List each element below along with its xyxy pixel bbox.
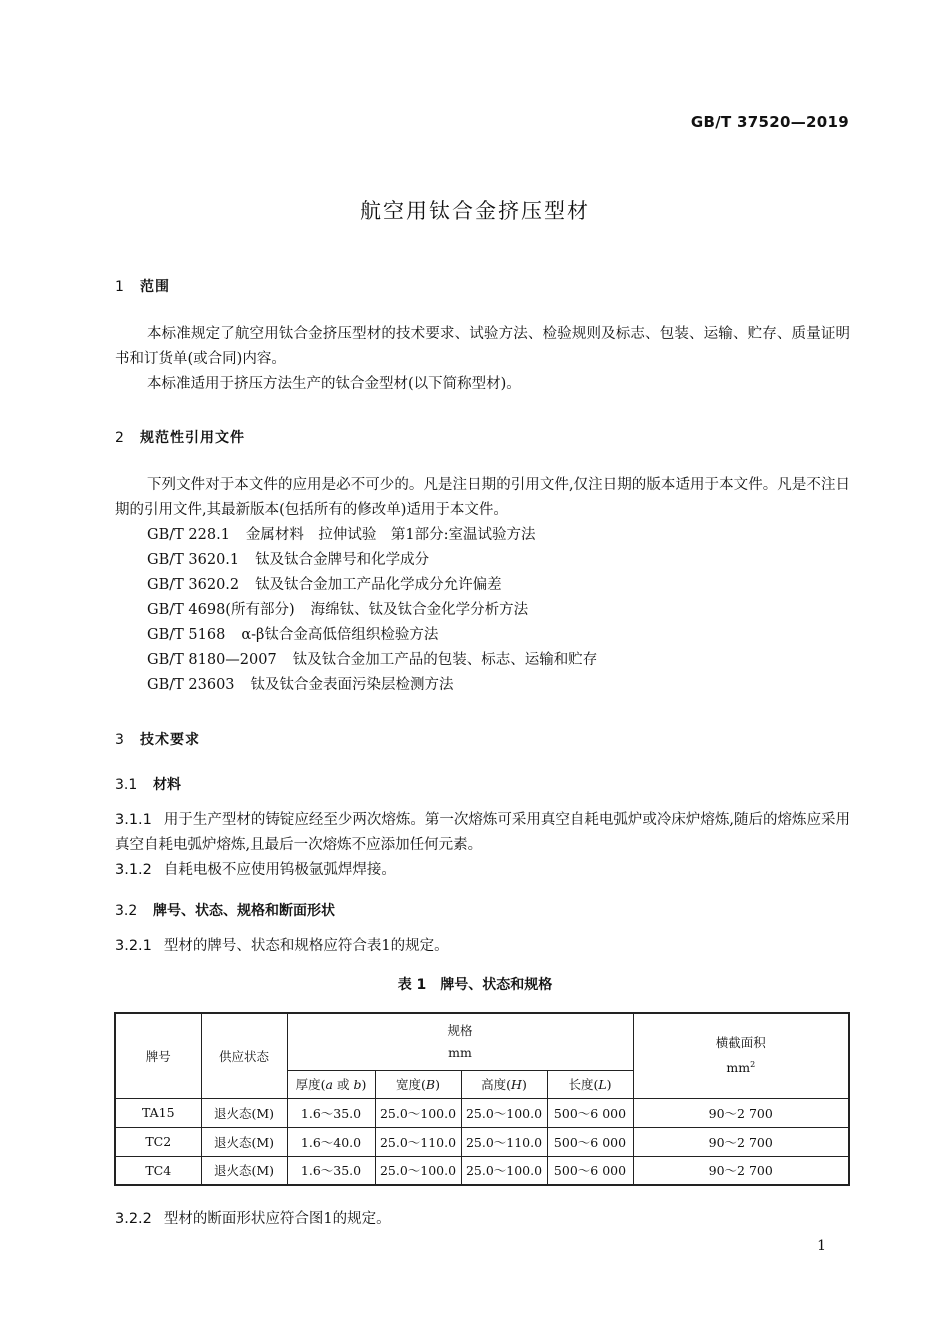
section-title: 范围 xyxy=(140,279,170,295)
reference-item xyxy=(147,523,536,548)
reference-code: GB/T 5168 xyxy=(147,627,226,643)
subsection-3-2-heading xyxy=(115,900,335,920)
cell-length: 500～6 000 xyxy=(547,1127,633,1156)
scope-paragraph-2: 本标准适用于挤压方法生产的钛合金型材(以下简称型材)。 xyxy=(147,376,521,392)
clause-3-2-1 xyxy=(115,934,850,959)
thickness-label: 厚度( xyxy=(295,1077,326,1092)
reference-code: GB/T 3620.2 xyxy=(147,577,240,593)
section-number: 1 xyxy=(115,279,125,295)
cell-grade: TC4 xyxy=(115,1156,201,1185)
area-unit-superscript: 2 xyxy=(750,1060,756,1070)
thickness-close: ) xyxy=(361,1077,367,1092)
reference-item xyxy=(147,598,528,623)
header-spec xyxy=(287,1013,633,1070)
length-close: ) xyxy=(606,1077,612,1092)
reference-name: 海绵钛、钛及钛合金化学分析方法 xyxy=(310,602,529,618)
header-spec-unit: mm xyxy=(448,1044,472,1060)
section-1-heading xyxy=(115,276,170,296)
cell-area: 90～2 700 xyxy=(633,1156,849,1185)
cell-state: 退火态(M) xyxy=(201,1098,287,1127)
cell-length: 500～6 000 xyxy=(547,1098,633,1127)
cell-width: 25.0～110.0 xyxy=(375,1127,461,1156)
standard-number: GB/T 37520—2019 xyxy=(690,113,849,131)
area-unit-text: mm xyxy=(726,1060,751,1076)
reference-item xyxy=(147,673,454,698)
cell-thickness: 1.6～35.0 xyxy=(287,1098,375,1127)
document-title: 航空用钛合金挤压型材 xyxy=(360,199,590,223)
clause-number: 3.1.2 xyxy=(115,862,152,878)
thickness-var-a: a xyxy=(325,1077,333,1092)
clause-3-2-2 xyxy=(115,1207,850,1232)
cell-length: 500～6 000 xyxy=(547,1156,633,1185)
header-area-unit xyxy=(634,1054,849,1079)
header-thickness xyxy=(287,1070,375,1098)
width-label: 宽度( xyxy=(396,1077,426,1092)
section-3-heading xyxy=(115,729,200,749)
header-width xyxy=(375,1070,461,1098)
clause-number: 3.2.1 xyxy=(115,938,152,954)
table-number: 表 1 xyxy=(397,977,427,993)
table-header-row xyxy=(115,1013,849,1070)
subsection-number: 3.1 xyxy=(115,777,138,793)
scope-paragraph-1: 本标准规定了航空用钛合金挤压型材的技术要求、试验方法、检验规则及标志、包装、运输、贮存、质量证明书和订货单(或合同)内容。 xyxy=(115,326,850,367)
cell-width: 25.0～100.0 xyxy=(375,1098,461,1127)
reference-name: 钛及钛合金牌号和化学成分 xyxy=(255,552,430,568)
length-label: 长度( xyxy=(568,1077,599,1092)
clause-3-1-2 xyxy=(115,858,850,883)
reference-name: α-β钛合金高低倍组织检验方法 xyxy=(241,627,439,643)
clause-text: 型材的牌号、状态和规格应符合表1的规定。 xyxy=(163,938,449,954)
header-state: 供应状态 xyxy=(201,1013,287,1098)
reference-code: GB/T 228.1 xyxy=(147,527,230,543)
section-2-heading xyxy=(115,427,245,447)
width-var: B xyxy=(425,1077,436,1092)
header-grade: 牌号 xyxy=(115,1013,201,1098)
page-number: 1 xyxy=(817,1238,826,1254)
thickness-var-b: b xyxy=(353,1077,362,1092)
thickness-or: 或 xyxy=(332,1077,354,1092)
table-1-caption xyxy=(0,974,950,994)
cell-grade: TC2 xyxy=(115,1127,201,1156)
height-close: ) xyxy=(521,1077,527,1092)
reference-code: GB/T 4698(所有部分) xyxy=(147,602,295,618)
reference-code: GB/T 23603 xyxy=(147,677,235,693)
cell-height: 25.0～110.0 xyxy=(461,1127,547,1156)
subsection-title: 牌号、状态、规格和断面形状 xyxy=(153,903,335,919)
header-spec-label: 规格 xyxy=(447,1022,473,1038)
clause-number: 3.1.1 xyxy=(115,812,152,828)
table-title: 牌号、状态和规格 xyxy=(440,977,553,993)
reference-item xyxy=(147,573,502,598)
section-title: 技术要求 xyxy=(140,732,200,748)
table-1 xyxy=(114,1012,850,1186)
cell-state: 退火态(M) xyxy=(201,1156,287,1185)
clause-text: 自耗电极不应使用钨极氩弧焊焊接。 xyxy=(163,862,396,878)
height-label: 高度( xyxy=(481,1077,512,1092)
cell-area: 90～2 700 xyxy=(633,1098,849,1127)
section-number: 2 xyxy=(115,430,125,446)
header-area-label: 横截面积 xyxy=(715,1035,766,1051)
section-number: 3 xyxy=(115,732,125,748)
reference-code: GB/T 8180—2007 xyxy=(147,652,277,668)
header-height xyxy=(461,1070,547,1098)
cell-state: 退火态(M) xyxy=(201,1127,287,1156)
table-row xyxy=(115,1156,849,1185)
reference-code: GB/T 3620.1 xyxy=(147,552,240,568)
clause-text: 用于生产型材的铸锭应经至少两次熔炼。第一次熔炼可采用真空自耗电弧炉或冷床炉熔炼,随后的熔炼应采用真空自耗电弧炉熔炼,且最后一次熔炼不应添加任何元素。 xyxy=(115,812,851,853)
reference-item xyxy=(147,648,597,673)
table-row xyxy=(115,1127,849,1156)
clause-3-1-1 xyxy=(115,808,850,858)
cell-thickness: 1.6～40.0 xyxy=(287,1127,375,1156)
section-title: 规范性引用文件 xyxy=(140,430,245,446)
reference-name: 钛及钛合金加工产品的包装、标志、运输和贮存 xyxy=(292,652,598,668)
cell-thickness: 1.6～35.0 xyxy=(287,1156,375,1185)
width-close: ) xyxy=(435,1077,440,1092)
header-area xyxy=(633,1013,849,1098)
reference-item xyxy=(147,548,429,573)
reference-name: 金属材料 拉伸试验 第1部分:室温试验方法 xyxy=(245,527,536,543)
references-intro: 下列文件对于本文件的应用是必不可少的。凡是注日期的引用文件,仅注日期的版本适用于本文件。凡是不注日期的引用文件,其最新版本(包括所有的修改单)适用于本文件。 xyxy=(115,477,850,518)
header-length xyxy=(547,1070,633,1098)
reference-name: 钛及钛合金表面污染层检测方法 xyxy=(250,677,454,693)
subsection-3-1-heading xyxy=(115,774,181,794)
cell-height: 25.0～100.0 xyxy=(461,1156,547,1185)
height-var: H xyxy=(511,1077,522,1092)
subsection-number: 3.2 xyxy=(115,903,138,919)
cell-area: 90～2 700 xyxy=(633,1127,849,1156)
cell-grade: TA15 xyxy=(115,1098,201,1127)
cell-width: 25.0～100.0 xyxy=(375,1156,461,1185)
subsection-title: 材料 xyxy=(153,777,181,793)
clause-text: 型材的断面形状应符合图1的规定。 xyxy=(163,1211,391,1227)
reference-name: 钛及钛合金加工产品化学成分允许偏差 xyxy=(255,577,502,593)
reference-item xyxy=(147,623,438,648)
clause-number: 3.2.2 xyxy=(115,1211,152,1227)
length-var: L xyxy=(598,1077,607,1092)
table-row xyxy=(115,1098,849,1127)
cell-height: 25.0～100.0 xyxy=(461,1098,547,1127)
